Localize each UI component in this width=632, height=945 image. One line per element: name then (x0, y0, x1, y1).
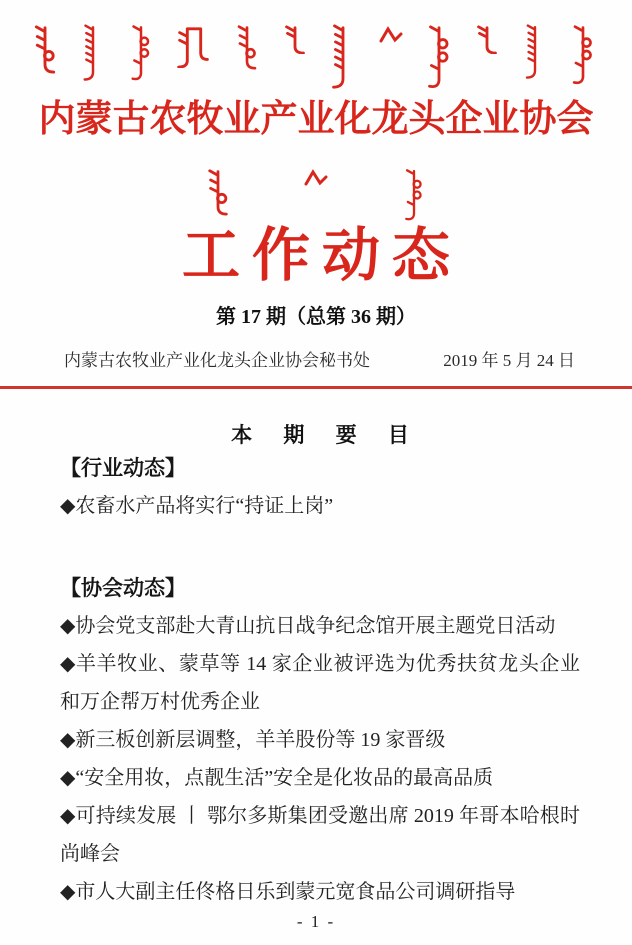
mongolian-word-icon (32, 24, 58, 74)
organization-title: 内蒙古农牧业产业化龙头企业协会 (38, 99, 594, 140)
toc-item: ◆羊羊牧业、蒙草等 14 家企业被评选为优秀扶贫龙头企业和万企帮万村优秀企业 (60, 653, 580, 713)
mongolian-word-icon (176, 24, 212, 68)
issue-number: 第 17 期（总第 36 期） (216, 306, 416, 328)
mongolian-word-icon (234, 24, 260, 70)
mongolian-script-row-top (0, 0, 632, 92)
mongolian-word-icon (426, 24, 452, 90)
mongolian-word-icon (282, 24, 308, 54)
publisher-row (0, 346, 632, 371)
table-of-contents (0, 389, 632, 911)
mongolian-word-icon (128, 24, 154, 82)
toc-item: ◆协会党支部赴大青山抗日战争纪念馆开展主题党日活动 (60, 615, 556, 637)
toc-heading: 本 期 要 目 (231, 423, 422, 447)
publisher-name: 内蒙古农牧业产业化龙头企业协会秘书处 (64, 351, 370, 370)
toc-item: ◆“安全用妆，点靓生活”安全是化妆品的最高品质 (60, 767, 494, 789)
mongolian-word-icon (303, 168, 329, 188)
page-footer (0, 912, 632, 932)
masthead (0, 0, 632, 389)
mongolian-word-icon (570, 24, 596, 86)
toc-section-association (60, 569, 580, 911)
mongolian-word-icon (474, 24, 500, 54)
page-number: - 1 - (296, 912, 336, 931)
mongolian-word-icon (330, 24, 356, 90)
mongolian-word-icon (522, 24, 548, 80)
bulletin-title: 工作动态 (181, 223, 462, 288)
toc-item: ◆可持续发展 丨 鄂尔多斯集团受邀出席 2019 年哥本哈根时尚峰会 (60, 805, 580, 865)
mongolian-word-icon (205, 168, 231, 216)
section-title: 【行业动态】 (60, 456, 186, 480)
toc-item: ◆农畜水产品将实行“持证上岗” (60, 495, 334, 517)
mongolian-word-icon (80, 24, 106, 82)
mongolian-word-icon (378, 24, 404, 46)
section-title: 【协会动态】 (60, 576, 186, 600)
mongolian-word-icon (401, 168, 427, 222)
toc-section-industry (60, 449, 580, 525)
toc-item: ◆市人大副主任佟格日乐到蒙元宽食品公司调研指导 (60, 881, 516, 903)
mongolian-script-row-subtitle (0, 146, 632, 224)
toc-item: ◆新三板创新层调整，羊羊股份等 19 家晋级 (60, 729, 446, 751)
publish-date: 2019 年 5 月 24 日 (443, 351, 575, 370)
